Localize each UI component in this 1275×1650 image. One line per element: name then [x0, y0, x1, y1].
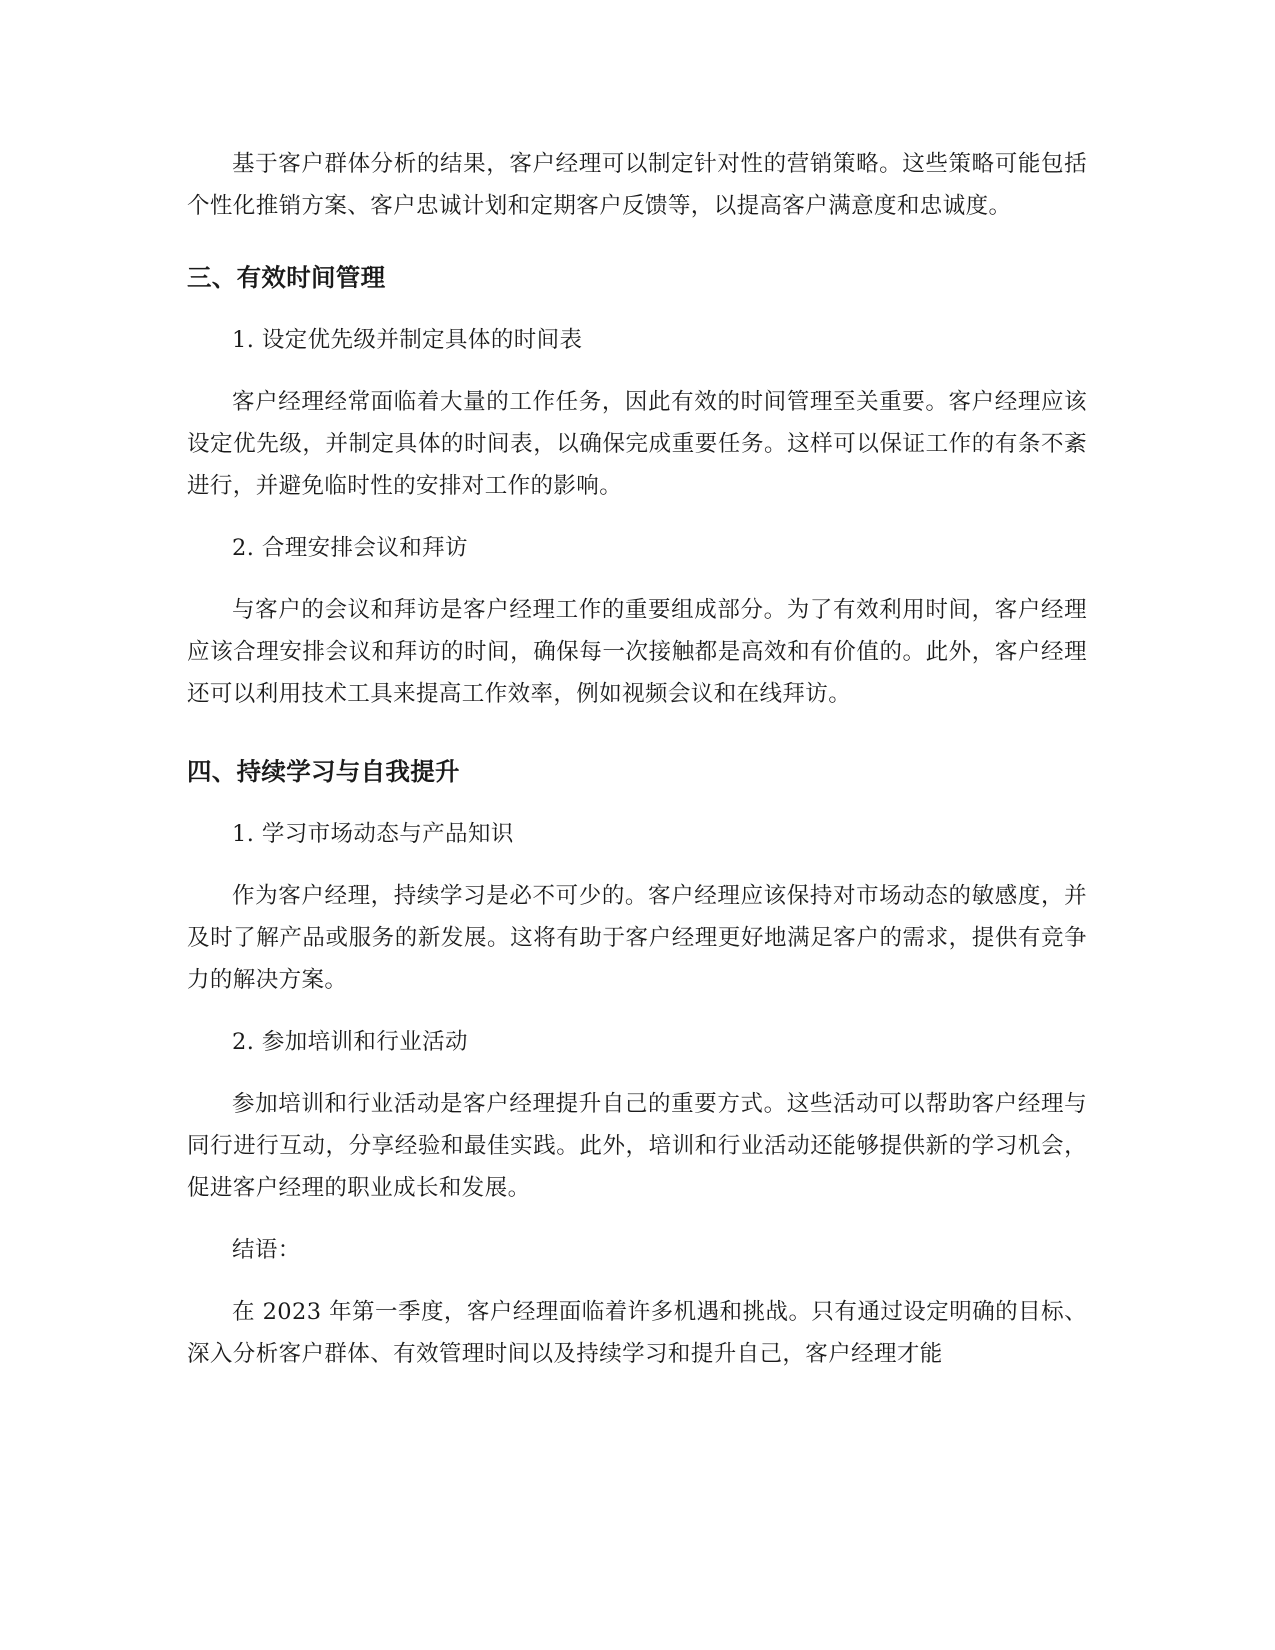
subheading-set-priorities: 1. 设定优先级并制定具体的时间表	[232, 327, 583, 353]
document-body	[187, 143, 1087, 1395]
section-heading-continuous-learning: 四、持续学习与自我提升	[187, 757, 460, 786]
paragraph-market-knowledge: 作为客户经理，持续学习是必不可少的。客户经理应该保持对市场动态的敏感度，并及时了解产品或服务的新发展。这将有助于客户经理更好地满足客户的需求，提供有竞争力的解决方案。	[187, 883, 1087, 993]
subheading-training-events: 2. 参加培训和行业活动	[232, 1029, 468, 1055]
subheading-meetings-visits: 2. 合理安排会议和拜访	[232, 535, 468, 561]
subheading-market-knowledge: 1. 学习市场动态与产品知识	[232, 821, 514, 847]
paragraph-training-events: 参加培训和行业活动是客户经理提升自己的重要方式。这些活动可以帮助客户经理与同行进行互动，分享经验和最佳实践。此外，培训和行业活动还能够提供新的学习机会，促进客户经理的职业成长和发展。	[187, 1091, 1087, 1201]
section-heading-time-management: 三、有效时间管理	[187, 263, 386, 292]
conclusion-label: 结语：	[232, 1237, 301, 1263]
paragraph-set-priorities: 客户经理经常面临着大量的工作任务，因此有效的时间管理至关重要。客户经理应该设定优先级，并制定具体的时间表，以确保完成重要任务。这样可以保证工作的有条不紊进行，并避免临时性的安排对工作的影响。	[187, 389, 1087, 499]
paragraph-conclusion: 在 2023 年第一季度，客户经理面临着许多机遇和挑战。只有通过设定明确的目标、深入分析客户群体、有效管理时间以及持续学习和提升自己，客户经理才能	[187, 1299, 1087, 1367]
paragraph-meetings-visits: 与客户的会议和拜访是客户经理工作的重要组成部分。为了有效利用时间，客户经理应该合理安排会议和拜访的时间，确保每一次接触都是高效和有价值的。此外，客户经理还可以利用技术工具来提高工作效率，例如视频会议和在线拜访。	[187, 597, 1087, 707]
paragraph-marketing-strategy: 基于客户群体分析的结果，客户经理可以制定针对性的营销策略。这些策略可能包括个性化推销方案、客户忠诚计划和定期客户反馈等，以提高客户满意度和忠诚度。	[187, 151, 1087, 219]
